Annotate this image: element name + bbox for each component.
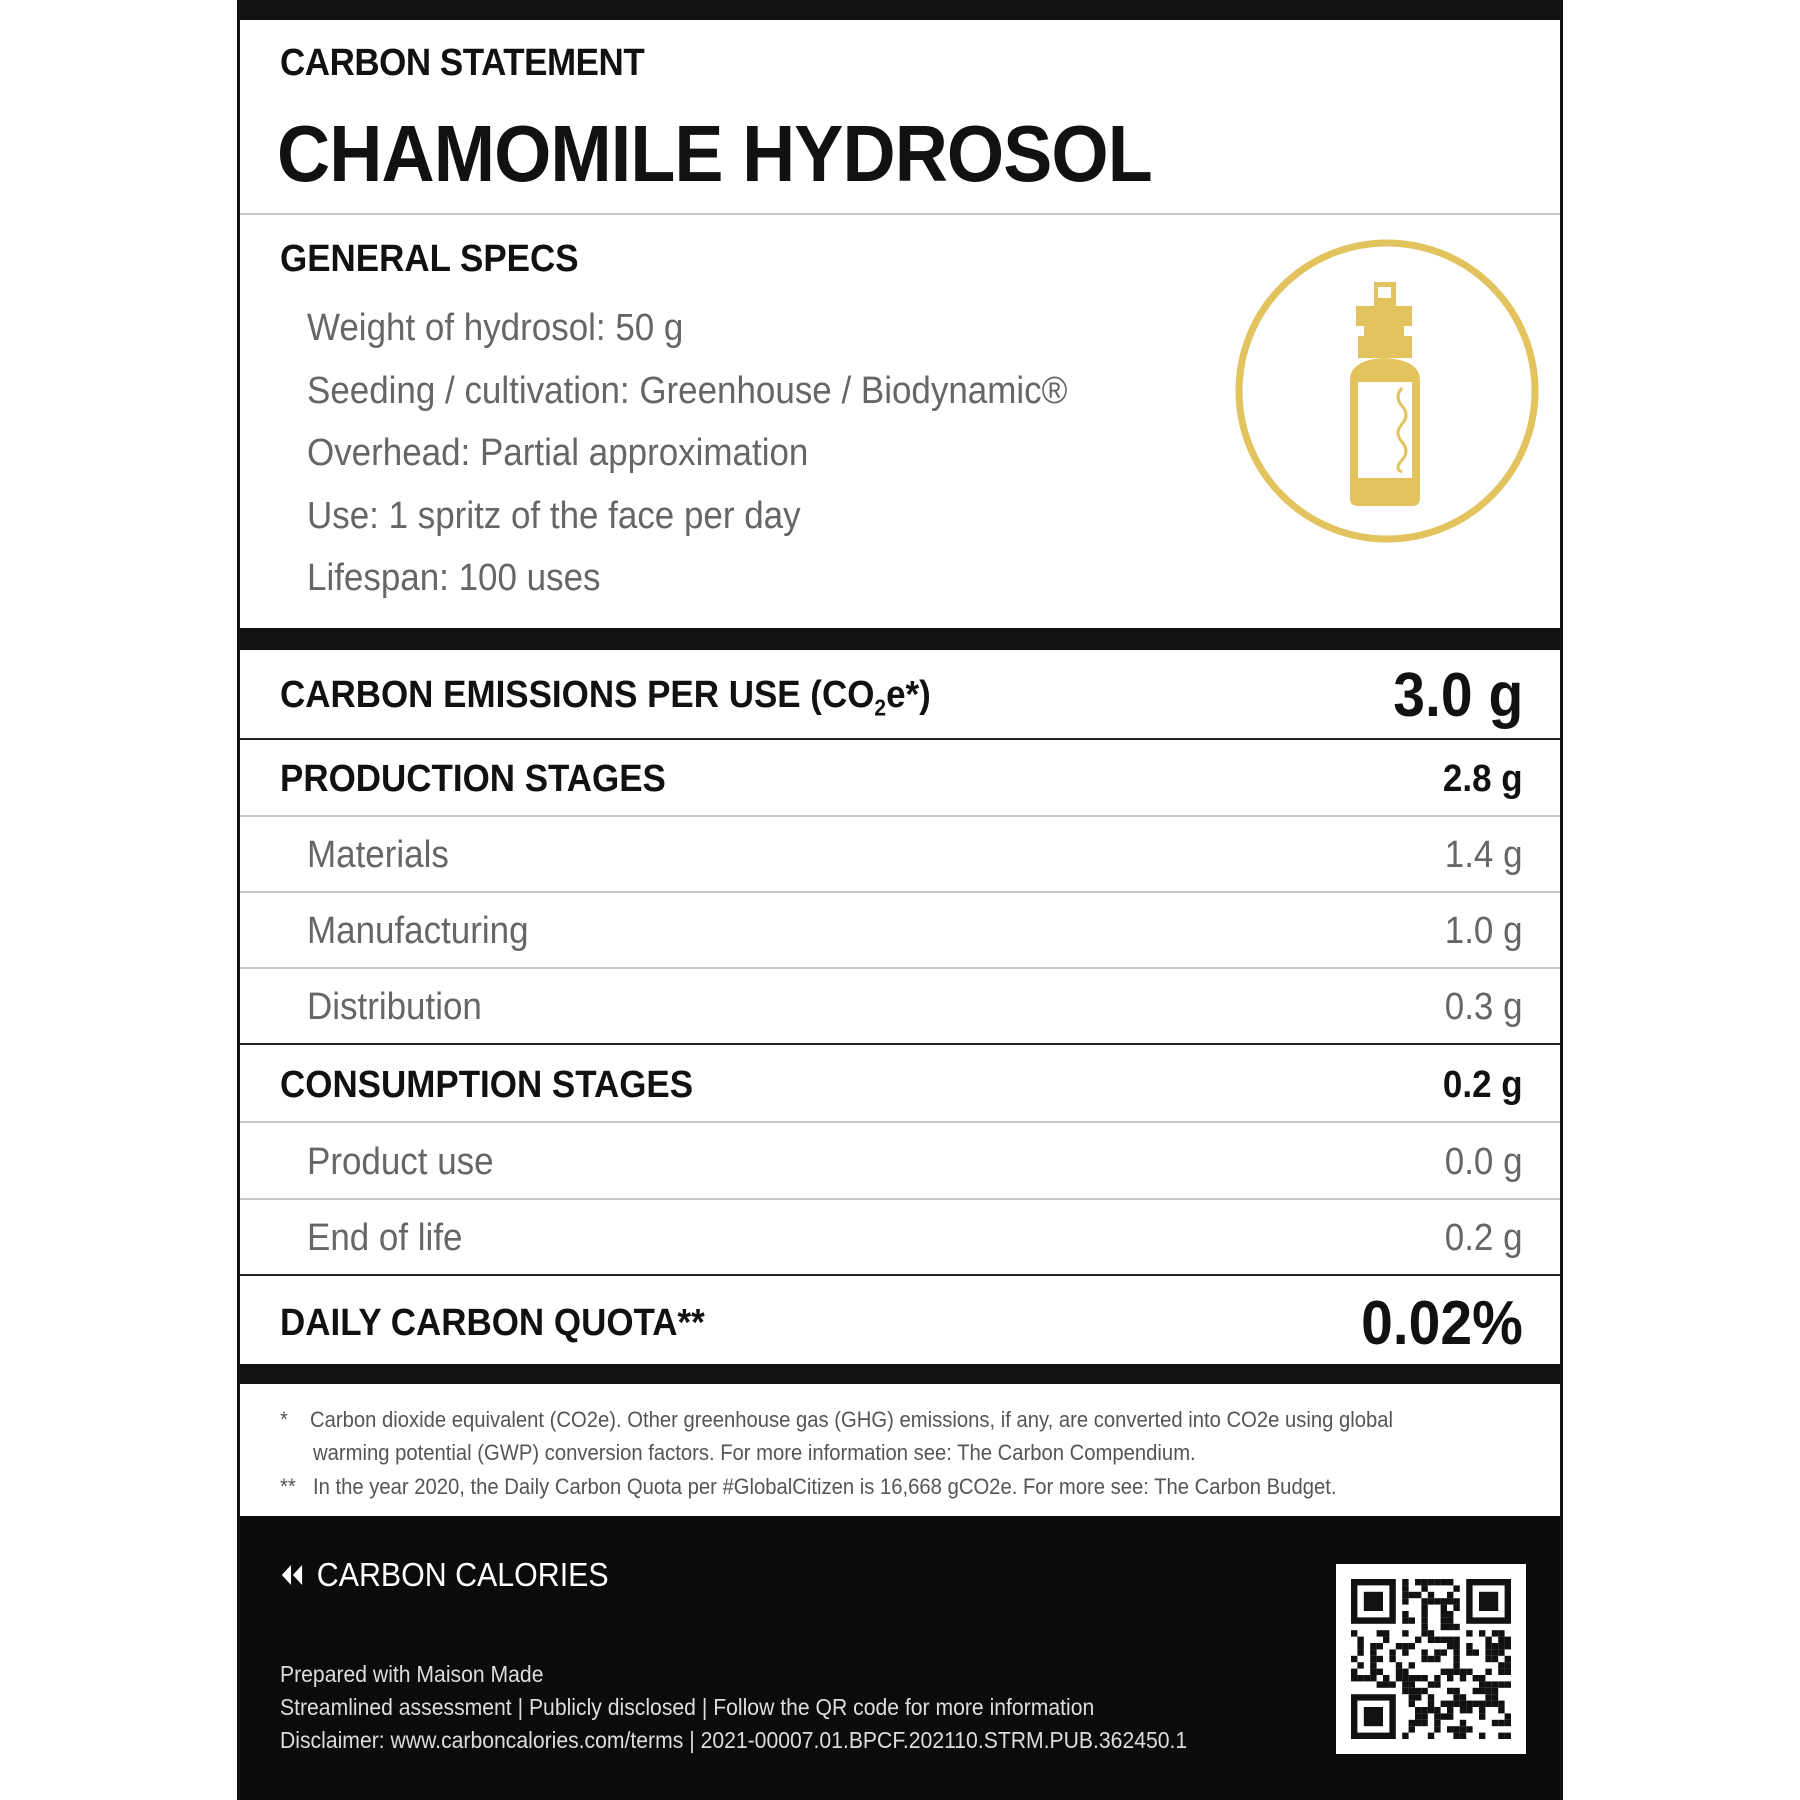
double-chevron-left-icon <box>280 1563 304 1587</box>
footnote-one-mark: * <box>280 1407 288 1432</box>
divider <box>240 967 1560 969</box>
stage-manufacturing-value: 1.0 g <box>1445 910 1523 952</box>
divider <box>240 1121 1560 1123</box>
divider <box>240 1274 1560 1276</box>
section-bar <box>240 628 1560 650</box>
divider <box>240 1198 1560 1200</box>
general-specs-heading: GENERAL SPECS <box>280 238 579 280</box>
top-bar <box>240 0 1560 20</box>
stage-product-use-value: 0.0 g <box>1445 1141 1523 1183</box>
spec-cultivation: Seeding / cultivation: Greenhouse / Biodynamic® <box>307 370 1068 412</box>
assessment-info[interactable]: Streamlined assessment | Publicly disclosed | Follow the QR code for more information <box>280 1694 1095 1720</box>
stage-materials-value: 1.4 g <box>1445 834 1523 876</box>
brand <box>280 1556 609 1594</box>
daily-quota-value: 0.02% <box>1361 1289 1523 1358</box>
footnote-two-mark: ** <box>280 1474 296 1499</box>
spec-weight: Weight of hydrosol: 50 g <box>307 307 684 349</box>
section-bar <box>240 1364 1560 1384</box>
stage-end-of-life-value: 0.2 g <box>1445 1217 1523 1259</box>
footer <box>240 1516 1560 1800</box>
footnote-one-line1: Carbon dioxide equivalent (CO2e). Other greenhouse gas (GHG) emissions, if any, are converted into CO2e using global <box>310 1407 1394 1432</box>
divider <box>240 1043 1560 1045</box>
production-stages-value: 2.8 g <box>1443 758 1523 800</box>
divider <box>240 891 1560 893</box>
statement-kicker: CARBON STATEMENT <box>280 42 645 84</box>
daily-quota-label: DAILY CARBON QUOTA** <box>280 1302 705 1344</box>
emissions-per-use-label: CARBON EMISSIONS PER USE $(CO_2e*)$ <box>280 674 931 721</box>
stage-product-use-label: Product use <box>307 1141 494 1183</box>
qr-code-icon[interactable] <box>1336 1564 1526 1754</box>
prepared-with: Prepared with Maison Made <box>280 1661 544 1687</box>
stage-distribution-value: 0.3 g <box>1445 986 1523 1028</box>
spray-bottle-icon <box>1232 236 1542 551</box>
production-stages-label: PRODUCTION STAGES <box>280 758 666 800</box>
footnote-two-line1: In the year 2020, the Daily Carbon Quota per #GlobalCitizen is 16,668 gCO2e. For more see: The Carbon Budget. <box>313 1474 1337 1499</box>
consumption-stages-label: CONSUMPTION STAGES <box>280 1064 694 1106</box>
stage-distribution-label: Distribution <box>307 986 482 1028</box>
brand-name: CARBON CALORIES <box>316 1556 609 1593</box>
stage-materials-label: Materials <box>307 834 449 876</box>
stage-manufacturing-label: Manufacturing <box>307 910 529 952</box>
divider <box>240 738 1560 740</box>
disclaimer-link[interactable]: Disclaimer: www.carboncalories.com/terms | 2021-00007.01.BPCF.202110.STRM.PUB.362450.1 <box>280 1727 1188 1753</box>
spec-lifespan: Lifespan: 100 uses <box>307 557 601 599</box>
spec-use: Use: 1 spritz of the face per day <box>307 495 801 537</box>
divider <box>240 815 1560 817</box>
footnote-one-line2: warming potential (GWP) conversion factors. For more information see: The Carbon Compendium. <box>313 1440 1196 1465</box>
carbon-statement-card <box>237 0 1563 1800</box>
spec-overhead: Overhead: Partial approximation <box>307 432 809 474</box>
divider <box>240 213 1560 215</box>
stage-end-of-life-label: End of life <box>307 1217 463 1259</box>
product-title: CHAMOMILE HYDROSOL <box>277 109 1152 198</box>
consumption-stages-value: 0.2 g <box>1443 1064 1523 1106</box>
emissions-per-use-value: 3.0 g <box>1393 661 1523 730</box>
